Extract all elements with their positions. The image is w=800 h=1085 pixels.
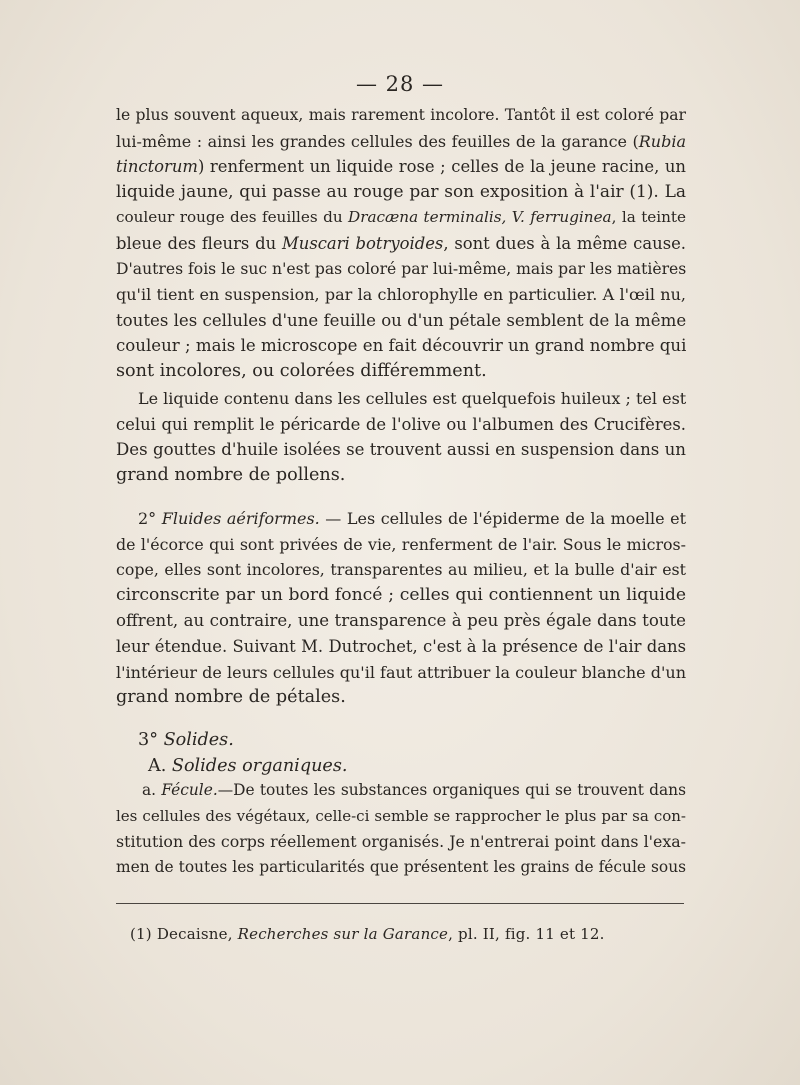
- text-line: celui qui remplit le péricarde de l'olive ou l'albumen des Crucifères.: [116, 414, 686, 434]
- text-line: les cellules des végétaux, celle-ci semble se rapprocher le plus par sa con-: [116, 806, 686, 825]
- paragraph-colored-sap: [116, 103, 686, 385]
- text-line: liquide jaune, qui passe au rouge par son exposition à l'air (1). La: [116, 181, 686, 202]
- paragraph-fecule: [116, 778, 686, 880]
- subsection-heading: A. Solides organiques.: [148, 755, 348, 776]
- text-line: tinctorum) renferment un liquide rose ; celles de la jeune racine, un: [116, 157, 686, 177]
- term-fecule: Fécule.: [161, 781, 218, 799]
- text-line: leur étendue. Suivant M. Dutrochet, c'est à la présence de l'air dans: [116, 636, 686, 656]
- text-line: a. Fécule.—De toutes les substances organiques qui se trouvent dans: [142, 781, 686, 799]
- paragraph-aeriform-fluids: [116, 506, 686, 711]
- text-line: cope, elles sont incolores, transparentes au milieu, et la bulle d'air est: [116, 560, 686, 580]
- section-heading-line: 2° Fluides aériformes. — Les cellules de l'épiderme de la moelle et: [138, 509, 686, 528]
- text-line: offrent, au contraire, une transparence à peu près égale dans toute: [116, 611, 686, 631]
- text-line: Le liquide contenu dans les cellules est quelquefois huileux ; tel est: [138, 389, 686, 408]
- text-line: lui-même : ainsi les grandes cellules des feuilles de la garance (Rubia: [116, 131, 686, 151]
- text-line: grand nombre de pollens.: [116, 464, 346, 485]
- paragraph-oily-liquid: [116, 386, 686, 488]
- text-line: sont incolores, ou colorées différemment.: [116, 360, 487, 381]
- footnote-divider: [116, 903, 684, 904]
- text-line: couleur ; mais le microscope en fait découvrir un grand nombre qui: [116, 336, 686, 356]
- text-line: l'intérieur de leurs cellules qu'il faut attribuer la couleur blanche d'un: [116, 662, 686, 682]
- text-line: toutes les cellules d'une feuille ou d'un pétale semblent de la même: [116, 310, 686, 330]
- page-number: — 28 —: [355, 72, 445, 96]
- footnote: (1) Decaisne, Recherches sur la Garance, pl. II, fig. 11 et 12.: [130, 925, 605, 943]
- text-line: couleur rouge des feuilles du Dracæna terminalis, V. ferruginea, la teinte: [116, 208, 686, 227]
- section-heading: 3° Solides.: [138, 730, 234, 750]
- text-line: qu'il tient en suspension, par la chlorophylle en particulier. A l'œil nu,: [116, 285, 686, 305]
- section-heading-title: Fluides aériformes.: [161, 509, 320, 528]
- section-solids: [116, 728, 686, 779]
- text-line: men de toutes les particularités que présentent les grains de fécule sous: [116, 857, 686, 876]
- text-line: bleue des fleurs du Muscari botryoides, sont dues à la même cause.: [116, 233, 686, 253]
- text-line: circonscrite par un bord foncé ; celles qui contiennent un liquide: [116, 584, 686, 605]
- text-line: le plus souvent aqueux, mais rarement incolore. Tantôt il est coloré par: [116, 106, 686, 124]
- text-line: grand nombre de pétales.: [116, 687, 346, 708]
- text-line: stitution des corps réellement organisés. Je n'entrerai point dans l'exa-: [116, 832, 686, 852]
- text-line: Des gouttes d'huile isolées se trouvent aussi en suspension dans un: [116, 440, 686, 460]
- text-line: de l'écorce qui sont privées de vie, renferment de l'air. Sous le micros-: [116, 534, 686, 554]
- text-line: D'autres fois le suc n'est pas coloré par lui-même, mais par les matières: [116, 259, 686, 278]
